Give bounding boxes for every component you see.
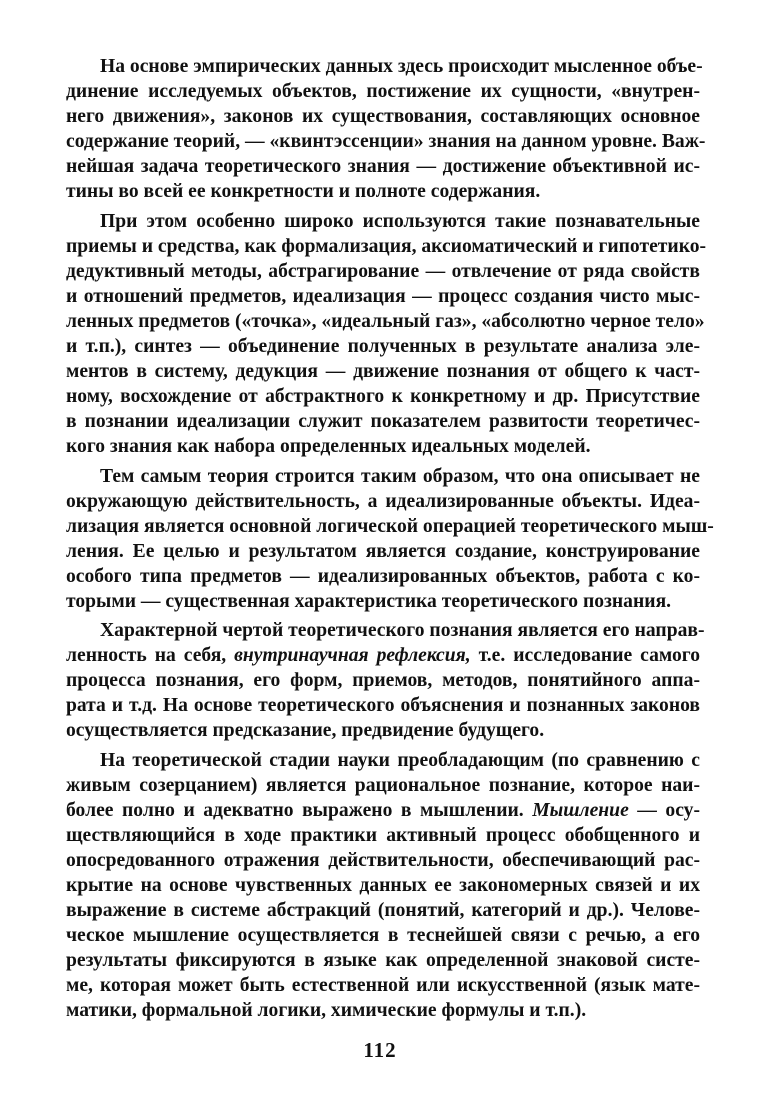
text-line: ленность на себя, внутринаучная рефлексия, т.е. исследование самого — [66, 645, 700, 667]
text-line: выражение в системе абстракций (понятий, категорий и др.). Челове- — [66, 900, 700, 922]
text-line: Тем самым теория строится таким образом, что она описывает не — [100, 465, 700, 487]
text-line: более полно и адекватно выражено в мышлении. Мышление — осу- — [66, 799, 700, 821]
text-line: ленных предметов («точка», «идеальный газ», «абсолютно черное тело» — [66, 310, 705, 332]
text-line: ному, восхождение от абстрактного к конкретному и др. Присутствие — [66, 386, 700, 408]
text-line: рата и т.д. На основе теоретического объяснения и познанных законов — [66, 695, 700, 717]
text-line: окружающую действительность, а идеализированные объекты. Идеа- — [66, 490, 700, 512]
paragraph — [66, 748, 700, 1024]
text-line: приемы и средства, как формализация, аксиоматический и гипотетико- — [66, 235, 707, 257]
text-line: и отношений предметов, идеализация — процесс создания чисто мыс- — [66, 285, 700, 307]
text-line: нейшая задача теоретического знания — достижение объективной ис- — [66, 156, 700, 178]
text-line: осуществляется предсказание, предвидение будущего. — [66, 720, 545, 742]
text-line: динение исследуемых объектов, постижение их сущности, «внутрен- — [66, 81, 700, 103]
text-line: ментов в систему, дедукция — движение познания от общего к част- — [66, 361, 700, 383]
text-line: и т.п.), синтез — объединение полученных в результате анализа эле- — [66, 336, 700, 358]
text-line: ческое мышление осуществляется в теснейшей связи с речью, а его — [66, 925, 700, 947]
text-line: При этом особенно широко используются такие познавательные — [100, 210, 700, 232]
paragraph — [66, 209, 707, 460]
text-line: него движения», законов их существования, составляющих основное — [66, 106, 700, 128]
text-line: процесса познания, его форм, приемов, методов, понятийного аппа- — [66, 670, 700, 692]
text-line: На основе эмпирических данных здесь происходит мысленное объе- — [100, 56, 703, 77]
text-line: дедуктивный методы, абстрагирование — отвлечение от ряда свойств — [66, 260, 700, 282]
paragraph — [66, 54, 706, 205]
text-line: содержание теорий, — «квинтэссенции» знания на данном уровне. Важ- — [66, 131, 706, 153]
page-body — [66, 54, 714, 1024]
text-line: На теоретической стадии науки преобладающим (по сравнению с — [100, 749, 700, 771]
text-line: живым созерцанием) является рациональное познание, которое наи- — [66, 774, 700, 796]
text-line: лизация является основной логической операцией теоретического мыш- — [66, 515, 714, 537]
text-line: ществляющийся в ходе практики активный процесс обобщенного и — [66, 824, 700, 846]
text-line: Характерной чертой теоретического познания является его направ- — [100, 620, 705, 642]
text-line: крытие на основе чувственных данных ее закономерных связей и их — [66, 875, 700, 896]
paragraph — [66, 618, 705, 743]
text-line: опосредованного отражения действительности, обеспечивающий рас- — [66, 849, 700, 871]
text-line: ме, которая может быть естественной или искусственной (язык мате- — [66, 975, 700, 997]
text-line: матики, формальной логики, химические формулы и т.п.). — [66, 1000, 587, 1022]
paragraph — [66, 464, 714, 615]
text-line: результаты фиксируются в языке как определенной знаковой систе- — [66, 950, 700, 972]
text-line: торыми — существенная характеристика теоретического познания. — [66, 590, 672, 612]
text-line: в познании идеализации служит показателем развитости теоретичес- — [66, 411, 700, 433]
italic-term: Мышление — [532, 799, 629, 821]
text-line: тины во всей ее конкретности и полноте содержания. — [66, 181, 541, 203]
page-number: 112 — [363, 1038, 397, 1062]
text-line: ления. Ее целью и результатом является создание, конструирование — [66, 540, 700, 562]
text-line: особого типа предметов — идеализированных объектов, работа с ко- — [66, 565, 700, 587]
text-line: кого знания как набора определенных идеальных моделей. — [66, 436, 591, 458]
italic-term: внутринаучная рефлексия, — [234, 645, 471, 667]
